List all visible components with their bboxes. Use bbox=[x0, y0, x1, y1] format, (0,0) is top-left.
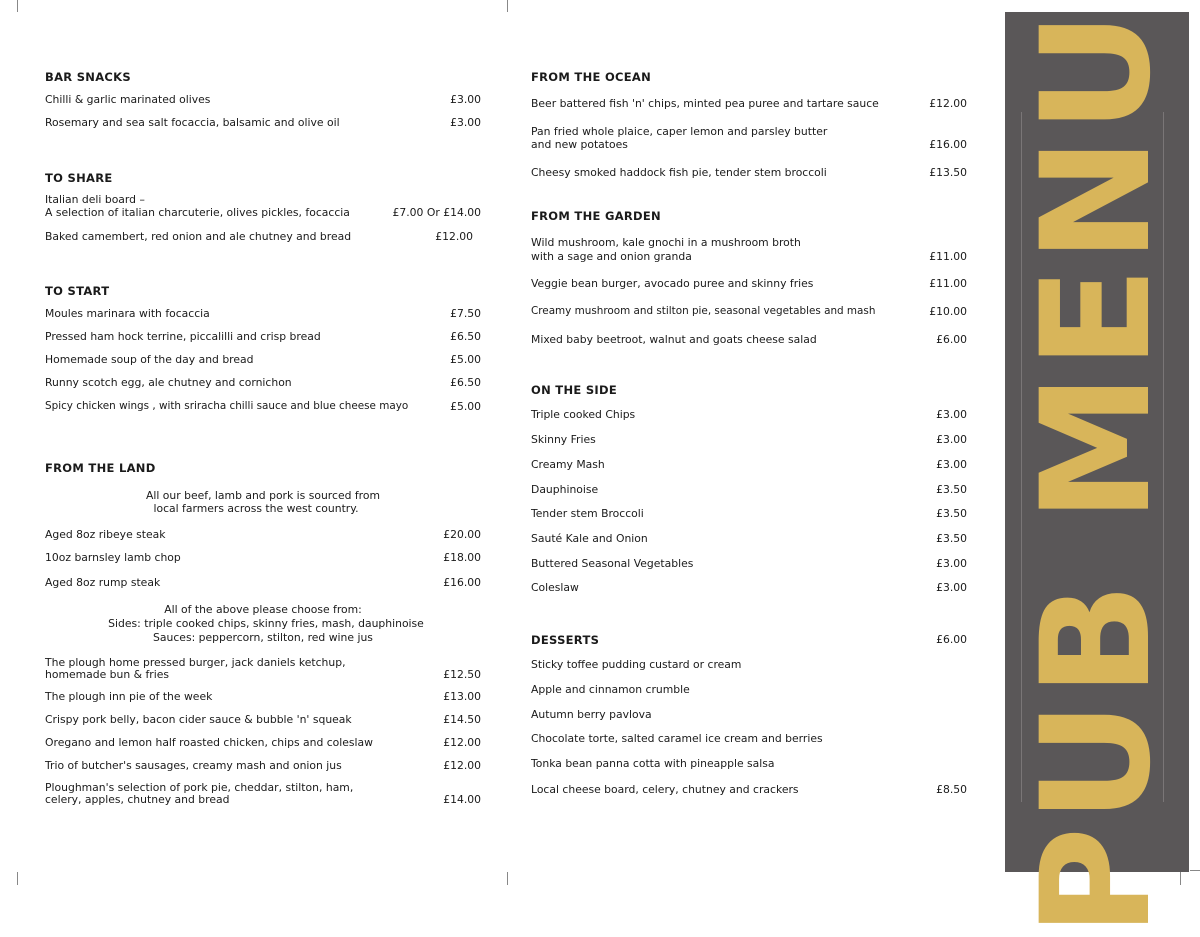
menu-item-description: with a sage and onion granda bbox=[531, 250, 692, 263]
menu-item-price: £3.00 bbox=[936, 433, 967, 446]
menu-item-name: Ploughman's selection of pork pie, cheddar, stilton, ham, bbox=[45, 781, 354, 794]
menu-item-name: Triple cooked Chips bbox=[531, 408, 636, 421]
menu-item-name: Tonka bean panna cotta with pineapple salsa bbox=[531, 757, 775, 770]
sourcing-note: local farmers across the west country. bbox=[153, 502, 359, 515]
menu-item-price: £13.00 bbox=[443, 690, 481, 703]
menu-item-name: Local cheese board, celery, chutney and crackers bbox=[531, 783, 799, 796]
menu-item-price: £16.00 bbox=[443, 576, 481, 589]
menu-item-price: £6.50 bbox=[450, 376, 481, 389]
menu-item-name: Cheesy smoked haddock fish pie, tender stem broccoli bbox=[531, 166, 827, 179]
section-heading: ON THE SIDE bbox=[531, 383, 617, 397]
sourcing-note: All our beef, lamb and pork is sourced from bbox=[145, 489, 381, 502]
section-heading: BAR SNACKS bbox=[45, 70, 131, 84]
menu-item-name: Mixed baby beetroot, walnut and goats cheese salad bbox=[531, 333, 817, 346]
menu-item-name: Rosemary and sea salt focaccia, balsamic and olive oil bbox=[45, 116, 340, 129]
menu-item-description: celery, apples, chutney and bread bbox=[45, 793, 230, 806]
section-heading: TO SHARE bbox=[45, 171, 113, 185]
menu-item-price: £12.00 bbox=[929, 97, 967, 110]
menu-item-name: Beer battered fish 'n' chips, minted pea puree and tartare sauce bbox=[531, 97, 879, 110]
menu-item-price: £6.50 bbox=[450, 330, 481, 343]
crop-mark bbox=[17, 0, 18, 12]
menu-item-price: £3.00 bbox=[936, 557, 967, 570]
menu-item-price: £11.00 bbox=[929, 250, 967, 263]
choose-note: Sauces: peppercorn, stilton, red wine jus bbox=[153, 631, 373, 644]
menu-item-price: £7.50 bbox=[450, 307, 481, 320]
menu-item-name: Creamy mushroom and stilton pie, seasonal vegetables and mash bbox=[531, 305, 876, 317]
menu-item-name: Chilli & garlic marinated olives bbox=[45, 93, 211, 106]
menu-item-name: Runny scotch egg, ale chutney and cornichon bbox=[45, 376, 292, 389]
menu-item-name: Oregano and lemon half roasted chicken, chips and coleslaw bbox=[45, 736, 374, 749]
section-heading: DESSERTS bbox=[531, 633, 600, 647]
menu-item-name: Aged 8oz rump steak bbox=[45, 576, 161, 589]
crop-mark bbox=[1190, 870, 1200, 871]
menu-item-name: The plough home pressed burger, jack daniels ketchup, bbox=[45, 656, 346, 669]
menu-item-description: and new potatoes bbox=[531, 138, 628, 151]
menu-item-price: £11.00 bbox=[929, 277, 967, 290]
menu-item-price: £5.00 bbox=[450, 353, 481, 366]
menu-item-name: Autumn berry pavlova bbox=[531, 708, 652, 721]
menu-item-price: £6.00 bbox=[936, 333, 967, 346]
menu-item-price: £16.00 bbox=[929, 138, 967, 151]
menu-item-name: Sauté Kale and Onion bbox=[531, 532, 648, 545]
menu-item-name: 10oz barnsley lamb chop bbox=[45, 551, 181, 564]
section-heading: FROM THE OCEAN bbox=[531, 70, 652, 84]
menu-item-price: £3.50 bbox=[936, 507, 967, 520]
menu-item-name: Aged 8oz ribeye steak bbox=[45, 528, 166, 541]
choose-note: Sides: triple cooked chips, skinny fries, mash, dauphinoise bbox=[108, 617, 424, 630]
menu-item-description: A selection of italian charcuterie, olives pickles, focaccia bbox=[45, 206, 350, 219]
crop-mark bbox=[507, 872, 508, 885]
menu-item-price: £3.00 bbox=[936, 458, 967, 471]
menu-item-price: £3.00 bbox=[936, 408, 967, 421]
menu-item-name: Homemade soup of the day and bread bbox=[45, 353, 254, 366]
menu-item-name: Pressed ham hock terrine, piccalilli and crisp bread bbox=[45, 330, 321, 343]
menu-item-price: £5.00 bbox=[450, 400, 481, 413]
menu-item-price: £3.50 bbox=[936, 532, 967, 545]
menu-item-price: £10.00 bbox=[929, 305, 967, 318]
menu-item-name: Creamy Mash bbox=[531, 458, 605, 471]
menu-item-name: Chocolate torte, salted caramel ice cream and berries bbox=[531, 732, 823, 745]
menu-item-name: Spicy chicken wings , with sriracha chilli sauce and blue cheese mayo bbox=[45, 400, 409, 412]
menu-item-description: homemade bun & fries bbox=[45, 668, 170, 681]
menu-item-price: £8.50 bbox=[936, 783, 967, 796]
menu-item-price: £6.00 bbox=[936, 633, 967, 646]
menu-item-price: £20.00 bbox=[443, 528, 481, 541]
crop-mark bbox=[17, 872, 18, 885]
menu-item-price: £7.00 Or £14.00 bbox=[392, 206, 481, 219]
menu-item-price: £14.50 bbox=[443, 713, 481, 726]
menu-item-price: £3.00 bbox=[936, 581, 967, 594]
crop-mark bbox=[507, 0, 508, 12]
section-heading: FROM THE LAND bbox=[45, 461, 156, 475]
menu-banner bbox=[1005, 7, 1189, 937]
choose-note: All of the above please choose from: bbox=[164, 603, 362, 616]
menu-item-price: £3.00 bbox=[450, 116, 481, 129]
menu-item-name: Crispy pork belly, bacon cider sauce & bubble 'n' squeak bbox=[45, 713, 352, 726]
menu-item-name: Dauphinoise bbox=[531, 483, 599, 496]
menu-item-name: Wild mushroom, kale gnochi in a mushroom broth bbox=[531, 236, 801, 249]
menu-item-price: £12.00 bbox=[443, 736, 481, 749]
section-heading: FROM THE GARDEN bbox=[531, 209, 661, 223]
menu-item-name: Pan fried whole plaice, caper lemon and parsley butter bbox=[531, 125, 828, 138]
menu-item-name: Apple and cinnamon crumble bbox=[531, 683, 690, 696]
menu-item-price: £12.00 bbox=[443, 759, 481, 772]
menu-item-price: £3.50 bbox=[936, 483, 967, 496]
menu-item-name: Italian deli board – bbox=[45, 193, 145, 206]
menu-item-name: Sticky toffee pudding custard or cream bbox=[531, 658, 742, 671]
menu-item-price: £12.00 bbox=[435, 230, 473, 243]
menu-item-price: £18.00 bbox=[443, 551, 481, 564]
menu-item-name: Buttered Seasonal Vegetables bbox=[531, 557, 694, 570]
menu-item-name: Trio of butcher's sausages, creamy mash and onion jus bbox=[45, 759, 342, 772]
menu-item-price: £14.00 bbox=[443, 793, 481, 806]
banner-title: PUB MENU bbox=[1010, 7, 1184, 937]
section-heading: TO START bbox=[45, 284, 110, 298]
menu-item-name: Veggie bean burger, avocado puree and skinny fries bbox=[531, 277, 814, 290]
menu-item-name: The plough inn pie of the week bbox=[45, 690, 213, 703]
menu-item-name: Moules marinara with focaccia bbox=[45, 307, 210, 320]
menu-item-name: Tender stem Broccoli bbox=[531, 507, 644, 520]
menu-item-price: £3.00 bbox=[450, 93, 481, 106]
menu-item-name: Baked camembert, red onion and ale chutney and bread bbox=[45, 230, 352, 243]
menu-item-price: £13.50 bbox=[929, 166, 967, 179]
menu-item-name: Skinny Fries bbox=[531, 433, 596, 446]
menu-item-name: Coleslaw bbox=[531, 581, 579, 594]
menu-item-price: £12.50 bbox=[443, 668, 481, 681]
